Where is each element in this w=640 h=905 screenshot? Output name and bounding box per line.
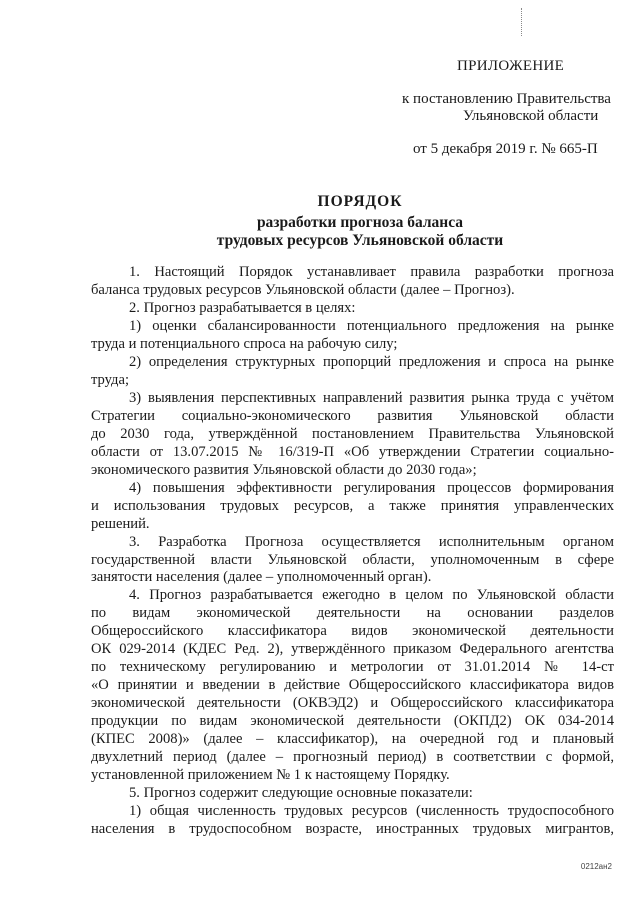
margin-mark	[521, 8, 523, 36]
body-line: государственной власти Ульяновской области, уполномоченным в сфере	[91, 551, 614, 568]
body-line: 3) выявления перспективных направлений развития рынка труда с учётом	[129, 389, 614, 406]
body-line: труда;	[91, 371, 129, 388]
approval-line-2: Ульяновской области	[463, 108, 599, 124]
body-line: 3. Разработка Прогноза осуществляется исполнительным органом	[129, 533, 614, 550]
approval-line-1: к постановлению Правительства	[402, 91, 611, 107]
body-line: до 2030 года, утверждённой постановлением Правительства Ульяновской	[91, 425, 614, 442]
document-body	[92, 264, 614, 839]
footer-code: 0212ан2	[580, 862, 612, 871]
body-line: 2. Прогноз разрабатывается в целях:	[129, 299, 356, 316]
body-line: 4) повышения эффективности регулирования процессов формирования	[129, 479, 614, 496]
body-line: решений.	[91, 515, 150, 532]
document-subtitle-2: трудовых ресурсов Ульяновской области	[216, 232, 504, 249]
body-line: 1) оценки сбалансированности потенциального предложения на рынке	[129, 317, 614, 334]
document-subtitle-1: разработки прогноза баланса	[256, 214, 464, 231]
body-line: занятости населения (далее – уполномоченный орган).	[91, 569, 432, 586]
body-line: 1) общая численность трудовых ресурсов (численность трудоспособного	[129, 803, 614, 820]
body-line: «О принятии и введении в действие Общероссийского классификатора видов	[91, 677, 614, 694]
approval-title: ПРИЛОЖЕНИЕ	[457, 58, 565, 74]
body-line: продукции по видам экономической деятельности (ОКПД2) ОК 034-2014	[91, 713, 614, 730]
body-line: и использования трудовых ресурсов, а также принятия управленческих	[91, 497, 614, 514]
body-line: 2) определения структурных пропорций предложения и спроса на рынке	[129, 353, 614, 370]
body-line: ОК 029-2014 (КДЕС Ред. 2), утверждённого приказом Федерального агентства	[91, 641, 614, 658]
body-line: экономической деятельности (ОКВЭД2) и Общероссийского классификатора	[91, 695, 614, 712]
approval-date: от 5 декабря 2019 г. № 665-П	[413, 141, 598, 157]
body-line: 4. Прогноз разрабатывается ежегодно в целом по Ульяновской области	[129, 587, 614, 604]
body-line: Стратегии социально-экономического развития Ульяновской области	[91, 407, 614, 424]
body-line: труда и потенциального спроса на рабочую силу;	[91, 335, 398, 352]
body-line: установленной приложением № 1 к настоящему Порядку.	[91, 767, 450, 784]
body-line: по техническому регулированию и метрологии от 31.01.2014 № 14-ст	[91, 659, 614, 676]
body-line: экономического развития Ульяновской области до 2030 года»;	[91, 461, 477, 478]
body-line: (КПЕС 2008)» (далее – классификатор), на очередной год и плановый	[91, 731, 614, 748]
body-line: области от 13.07.2015 № 16/319-П «Об утверждении Стратегии социально-	[91, 443, 614, 460]
body-line: по видам экономической деятельности на основании разделов	[91, 605, 614, 622]
document-title: ПОРЯДОК	[317, 193, 403, 210]
body-line: баланса трудовых ресурсов Ульяновской области (далее – Прогноз).	[91, 281, 515, 298]
body-line: 1. Настоящий Порядок устанавливает правила разработки прогноза	[129, 264, 614, 280]
body-line: 5. Прогноз содержит следующие основные показатели:	[129, 785, 473, 802]
body-line: Общероссийского классификатора видов экономической деятельности	[91, 623, 614, 640]
body-line: двухлетний период (далее – прогнозный период) в соответствии с формой,	[91, 749, 614, 766]
body-line: населения в трудоспособном возрасте, иностранных трудовых мигрантов,	[91, 821, 614, 838]
